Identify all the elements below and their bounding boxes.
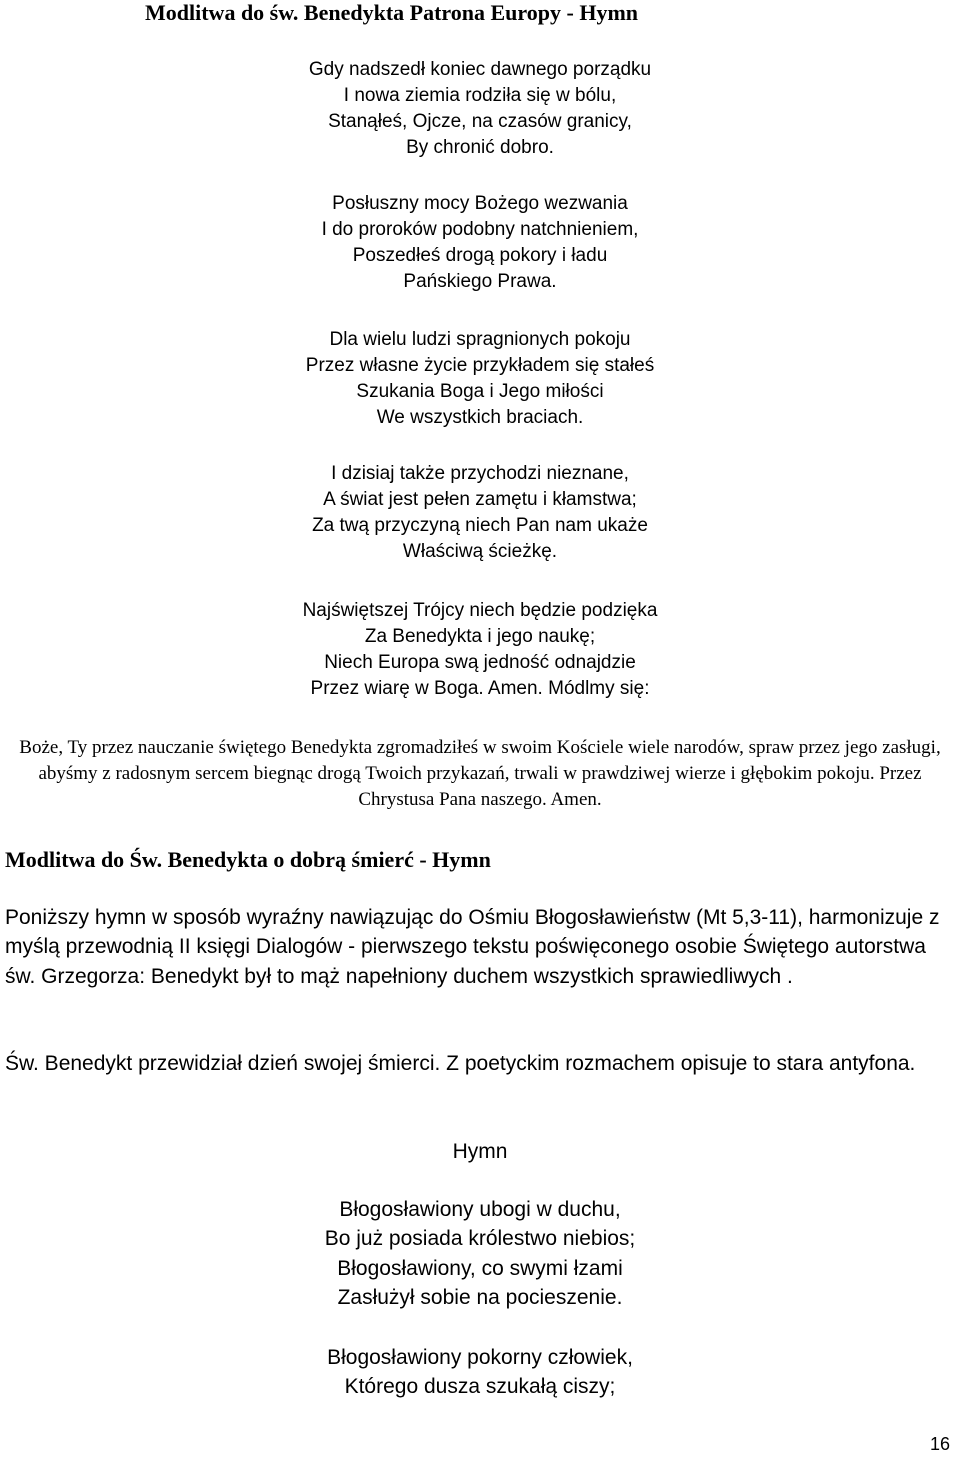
stanza-line: We wszystkich braciach. — [376, 407, 584, 428]
stanza-line: Najświętszej Trójcy niech będzie podzięka — [302, 600, 658, 621]
heading-prayer-patron-europe: Modlitwa do św. Benedykta Patrona Europy - Hymn — [145, 0, 639, 25]
stanza-line: Za Benedykta i jego naukę; — [364, 626, 596, 647]
stanza-line: Dla wielu ludzi spragnionych pokoju — [329, 329, 631, 350]
stanza-line: Niech Europa swą jedność odnajdzie — [324, 652, 636, 673]
hymn-line: Błogosławiony, co swymi łzami — [337, 1256, 623, 1280]
hymn-line: Którego dusza szukałą ciszy; — [344, 1375, 616, 1399]
stanza-line: Poszedłeś drogą pokory i ładu — [352, 245, 608, 266]
stanza-line: Gdy nadszedł koniec dawnego porządku — [308, 59, 652, 80]
hymn-line: Błogosławiony ubogi w duchu, — [339, 1198, 621, 1221]
stanza-3 — [0, 327, 960, 431]
stanza-line: Przez wiarę w Boga. Amen. Módlmy się: — [310, 678, 650, 699]
page-number: 16 — [929, 1434, 950, 1454]
hymn-line: Błogosławiony pokorny człowiek, — [327, 1346, 633, 1369]
stanza-line: Posłuszny mocy Bożego wezwania — [332, 193, 628, 214]
stanza-line: Przez własne życie przykładem się stałeś — [305, 355, 655, 376]
stanza-line: A świat jest pełen zamętu i kłamstwa; — [323, 489, 637, 510]
prayer-text: Boże, Ty przez nauczanie świętego Benedykta zgromadziłeś w swoim Kościele wiele narodów, spraw przez jego zasługi, abyśmy z radosnym sercem biegnąc drogą Twoich przykazań, trwali w prawdziwej wierze i głębokim pokoju. Przez Chrystusa Pana naszego. Amen. — [19, 737, 941, 810]
hymn-line: Bo już posiada królestwo niebios; — [324, 1227, 636, 1251]
stanza-line: Pańskiego Prawa. — [403, 271, 557, 292]
stanza-line: Stanąłeś, Ojcze, na czasów granicy, — [328, 111, 632, 132]
stanza-line: I nowa ziemia rodziła się w bólu, — [343, 85, 617, 106]
stanza-line: Szukania Boga i Jego miłości — [356, 381, 604, 402]
stanza-1 — [0, 57, 960, 161]
hymn-line: Zasłużył sobie na pocieszenie. — [337, 1285, 623, 1309]
hymn-title: Hymn — [452, 1140, 508, 1163]
stanza-line: Właściwą ścieżkę. — [402, 541, 558, 562]
stanza-line: I dzisiaj także przychodzi nieznane, — [331, 463, 629, 484]
stanza-5 — [0, 598, 960, 702]
heading-prayer-good-death: Modlitwa do Św. Benedykta o dobrą śmierć - Hymn — [5, 847, 491, 872]
antiphon-paragraph: Św. Benedykt przewidział dzień swojej śmierci. Z poetyckim rozmachem opisuje to stara antyfona. — [5, 1052, 916, 1075]
stanza-4 — [0, 461, 960, 565]
intro-paragraph: Poniższy hymn w sposób wyraźny nawiązując do Ośmiu Błogosławieństw (Mt 5,3-11), harmonizuje z myślą przewodnią II księgi Dialogów - pierwszego tekstu poświęconego osobie Świętego autorstwa św. Grzegorza: Benedykt był to mąż napełniony duchem wszystkich sprawiedliwych . — [5, 906, 940, 988]
stanza-2 — [0, 191, 960, 295]
hymn-stanza-1 — [0, 1195, 960, 1312]
hymn-stanza-2 — [0, 1343, 960, 1402]
stanza-line: Za twą przyczyną niech Pan nam ukaże — [312, 515, 648, 536]
stanza-line: I do proroków podobny natchnieniem, — [321, 219, 639, 240]
stanza-line: By chronić dobro. — [406, 137, 554, 158]
